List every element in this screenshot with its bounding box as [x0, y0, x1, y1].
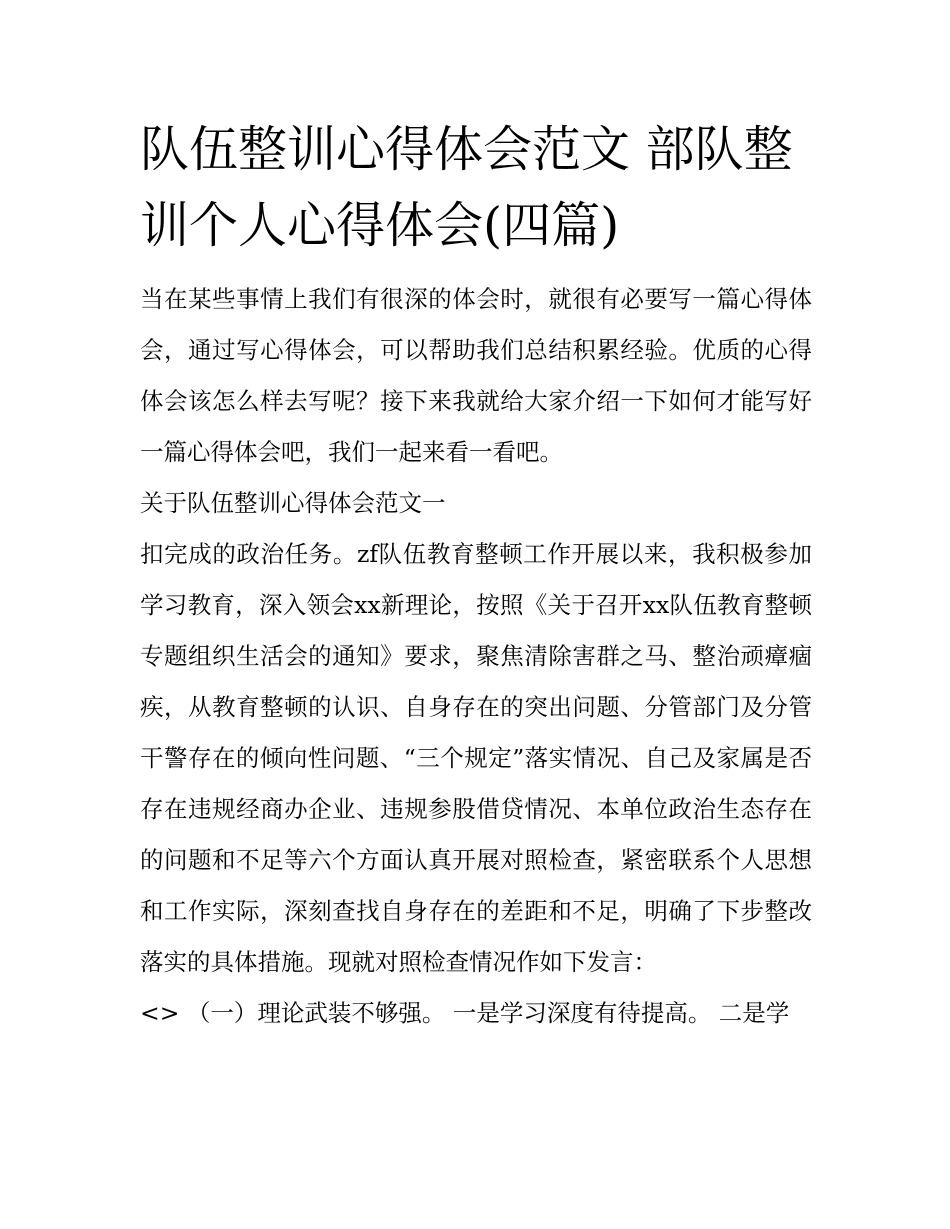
document-body — [140, 274, 812, 1039]
body-paragraph-partial: <> （一）理论武装不够强。 一是学习深度有待提高。 二是学 — [140, 999, 790, 1027]
body-paragraph: 扣完成的政治任务。zf队伍教育整顿工作开展以来，我积极参加学习教育，深入领会xx新理论，按照《关于召开xx队伍教育整顿专题组织生活会的通知》要求，聚焦清除害群之马、整治顽瘴痼疾，从教育整顿的认识、自身存在的突出问题、分管部门及分管干警存在的倾向性问题、“三个规定”落实情况、自己及家属是否存在违规经商办企业、违规参股借贷情况、本单位政治生态存在的问题和不足等六个方面认真开展对照检查，紧密联系个人思想和工作实际，深刻查找自身存在的差距和不足，明确了下步整改落实的具体措施。现就对照检查情况作如下发言： — [140, 540, 812, 976]
document-title: 队伍整训心得体会范文 部队整训个人心得体会(四篇) — [140, 121, 793, 254]
intro-paragraph: 当在某些事情上我们有很深的体会时，就很有必要写一篇心得体会，通过写心得体会，可以帮助我们总结积累经验。优质的心得体会该怎么样去写呢？接下来我就给大家介绍一下如何才能写好一篇心得体会吧，我们一起来看一看吧。 — [140, 285, 812, 466]
section-heading: 关于队伍整训心得体会范文一 — [140, 489, 446, 517]
